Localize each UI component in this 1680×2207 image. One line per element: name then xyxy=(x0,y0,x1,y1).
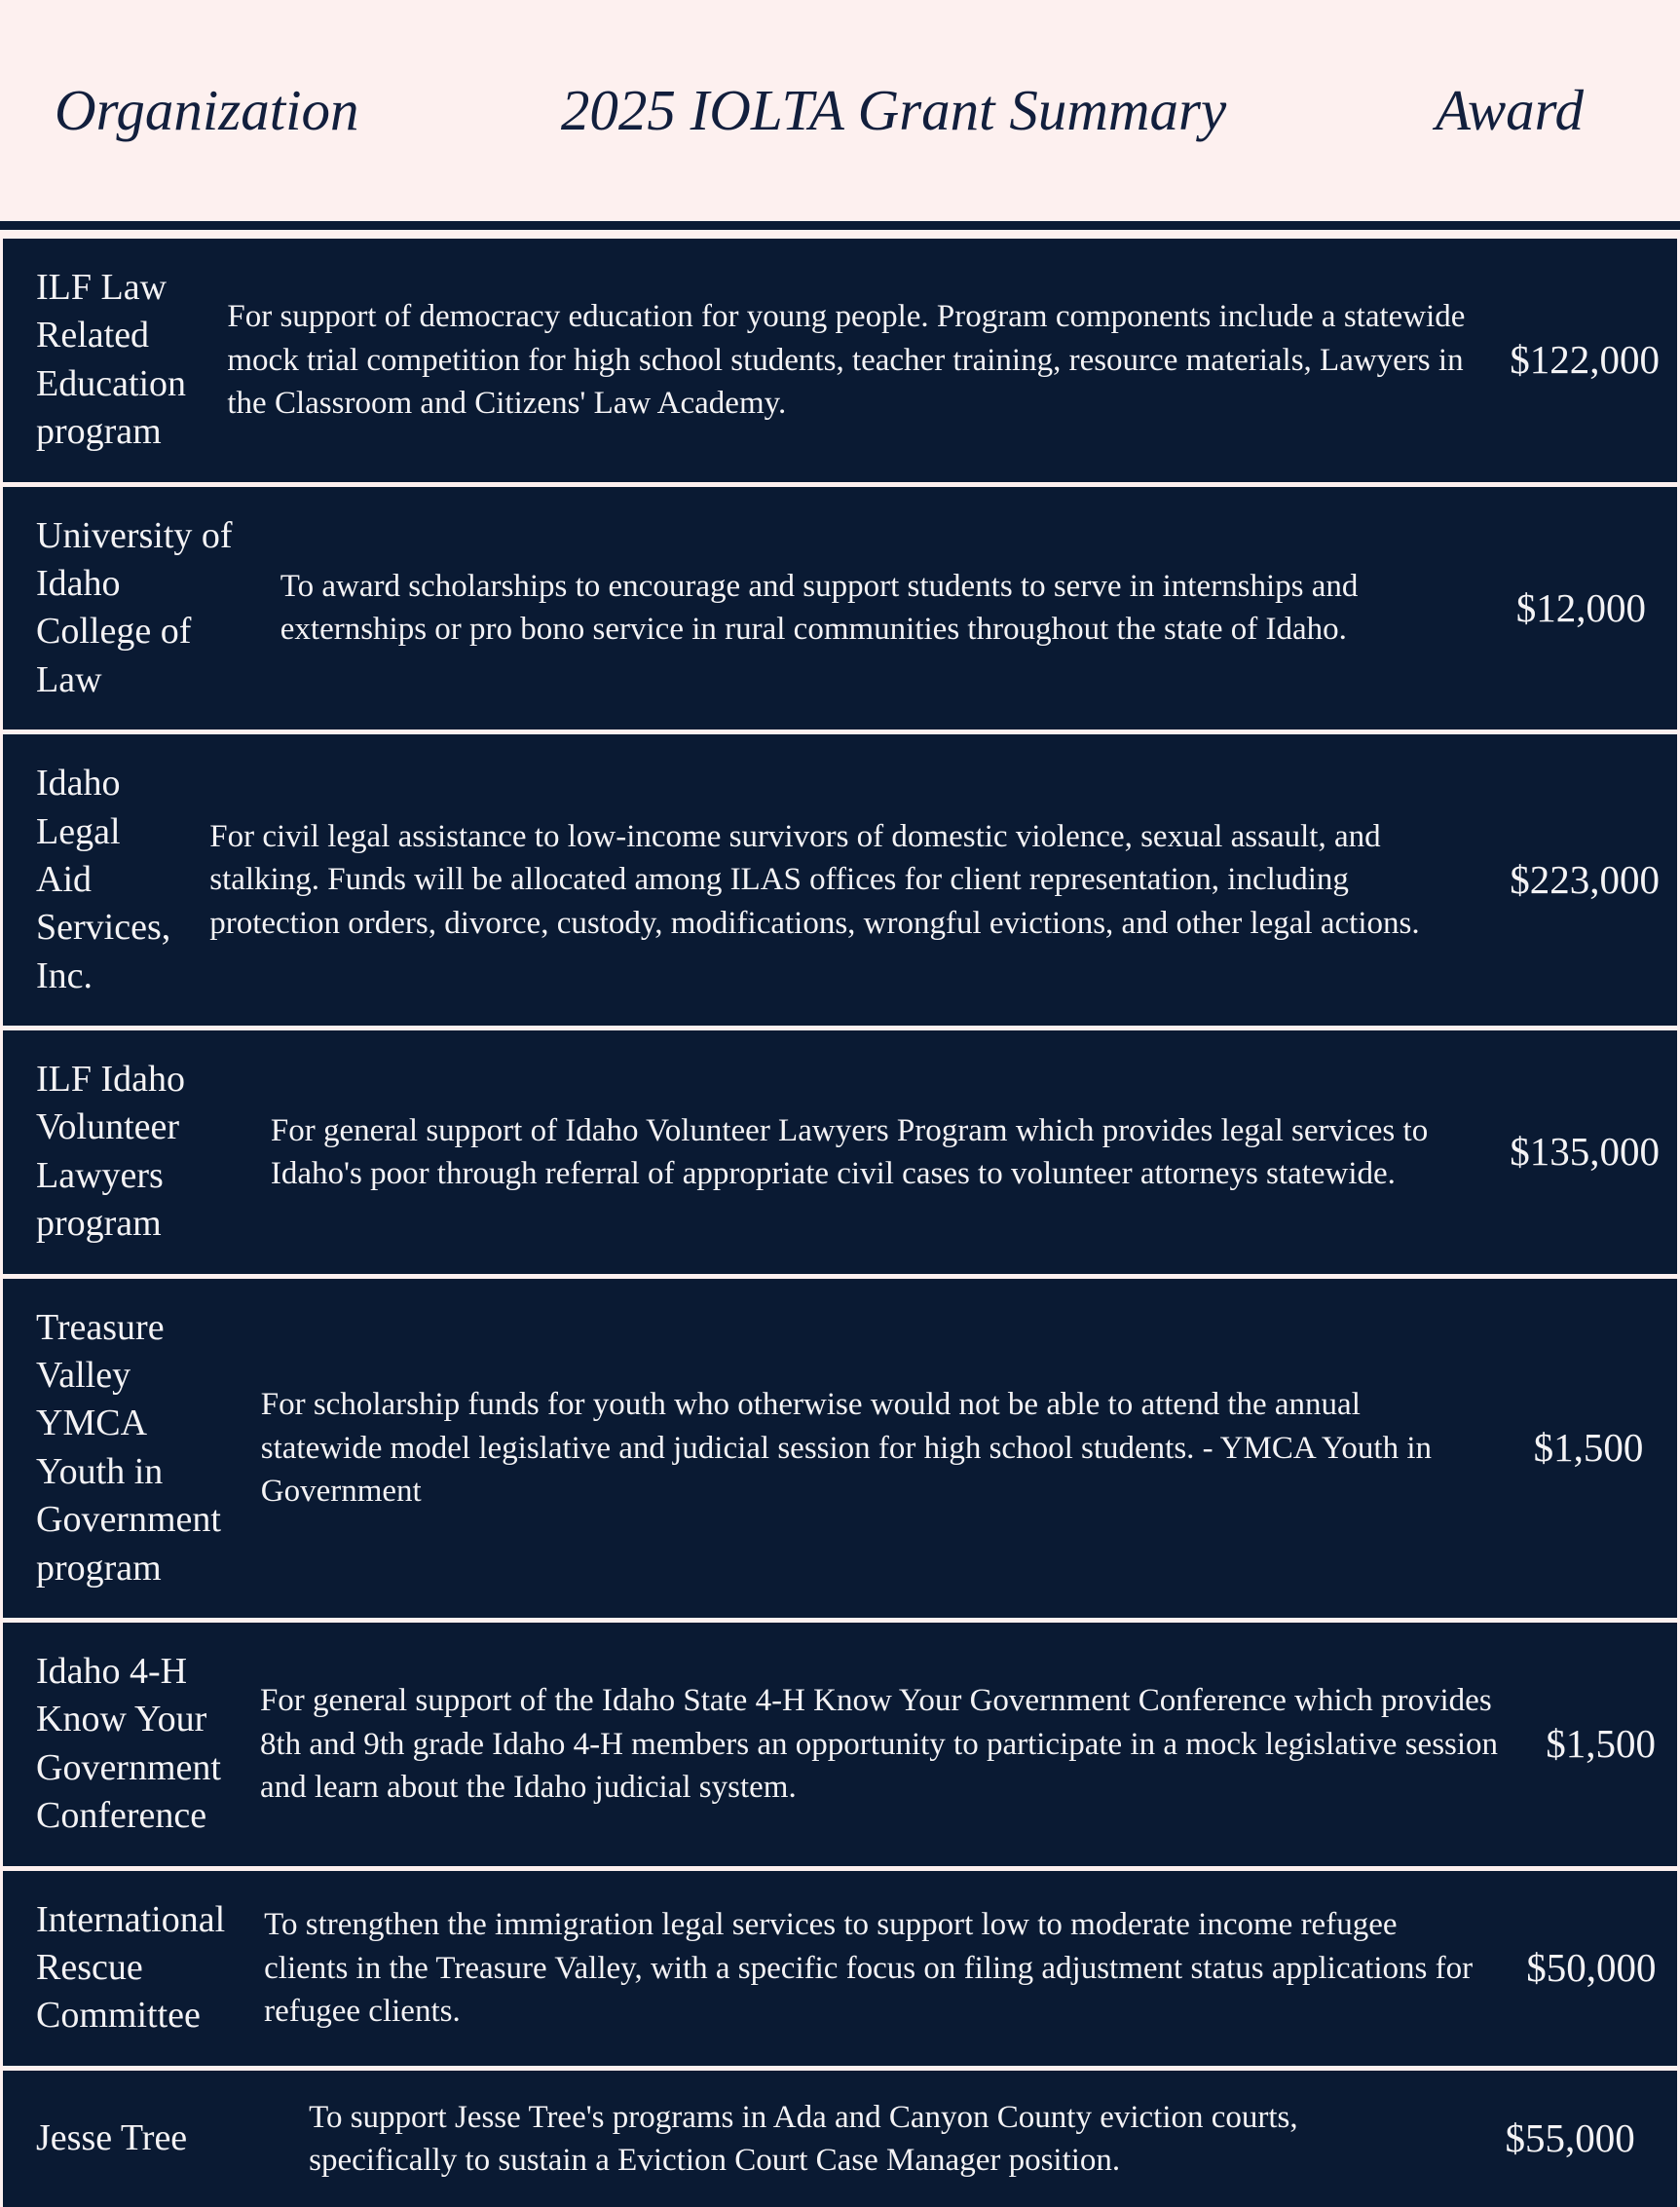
table-title: 2025 IOLTA Grant Summary xyxy=(560,77,1227,142)
cell-description: For scholarship funds for youth who otherwise would not be able to attend the annual statewide model legislative and judicial session for high school students. - YMCA Youth in Government xyxy=(260,1387,1433,1509)
table-row xyxy=(0,239,1680,487)
cell-award: $1,500 xyxy=(1533,1425,1644,1471)
cell-award: $135,000 xyxy=(1510,1129,1660,1175)
table-row xyxy=(0,1030,1680,1279)
cell-organization: ILF Idaho Volunteer Lawyers program xyxy=(36,1059,186,1245)
cell-organization: Idaho Legal Aid Services, Inc. xyxy=(36,763,171,996)
table-header-row xyxy=(0,0,1680,230)
cell-organization: University of Idaho College of Law xyxy=(36,514,233,700)
table-row xyxy=(0,1871,1680,2071)
cell-award: $223,000 xyxy=(1510,857,1660,902)
cell-organization: Treasure Valley YMCA Youth in Government program xyxy=(36,1306,221,1589)
cell-description: To award scholarships to encourage and support students to serve in internships and externships or pro bono service in rural communities throughout the state of Idaho. xyxy=(280,569,1359,648)
cell-award: $12,000 xyxy=(1515,584,1646,630)
table-row xyxy=(0,487,1680,735)
cell-organization: ILF Law Related Education program xyxy=(36,267,187,453)
table-body xyxy=(0,230,1680,2207)
cell-description: To strengthen the immigration legal services to support low to moderate income refugee clients in the Treasure Valley, with a specific focus on filing adjustment status applications for refugee clients. xyxy=(264,1907,1474,2029)
cell-description: For civil legal assistance to low-income survivors of domestic violence, sexual assault, and stalking. Funds will be allocated among ILAS offices for client representation, including protection orders, divorce, custody, modifications, wrongful evictions, and other legal actions. xyxy=(209,819,1420,941)
cell-description: For general support of Idaho Volunteer Lawyers Program which provides legal services to Idaho's poor through referral of appropriate civil cases to volunteer attorneys statewide. xyxy=(270,1112,1429,1191)
cell-description: For general support of the Idaho State 4-H Know Your Government Conference which provides 8th and 9th grade Idaho 4-H members an opportunity to participate in a mock legislative session and learn about the Idaho judicial system. xyxy=(259,1683,1499,1805)
cell-award: $122,000 xyxy=(1510,337,1660,383)
cell-award: $1,500 xyxy=(1546,1721,1656,1767)
table-row xyxy=(0,1279,1680,1623)
cell-organization: Idaho 4-H Know Your Government Conference xyxy=(36,1650,221,1837)
table-row xyxy=(0,734,1680,1030)
cell-award: $50,000 xyxy=(1526,1945,1657,1991)
cell-description: To support Jesse Tree's programs in Ada and Canyon County eviction courts, specifically to sustain a Eviction Court Case Manager position. xyxy=(309,2099,1298,2178)
cell-organization: International Rescue Committee xyxy=(36,1898,226,2037)
column-header-award: Award xyxy=(1436,77,1584,142)
cell-organization: Jesse Tree xyxy=(36,2117,188,2159)
table-row xyxy=(0,2071,1680,2207)
column-header-organization: Organization xyxy=(55,77,359,142)
table-row xyxy=(0,1623,1680,1871)
cell-award: $55,000 xyxy=(1505,2115,1635,2161)
cell-description: For support of democracy education for young people. Program components include a statewide mock trial competition for high school students, teacher training, resource materials, Lawyers in the Classroom and Citizens' Law Academy. xyxy=(227,299,1466,421)
